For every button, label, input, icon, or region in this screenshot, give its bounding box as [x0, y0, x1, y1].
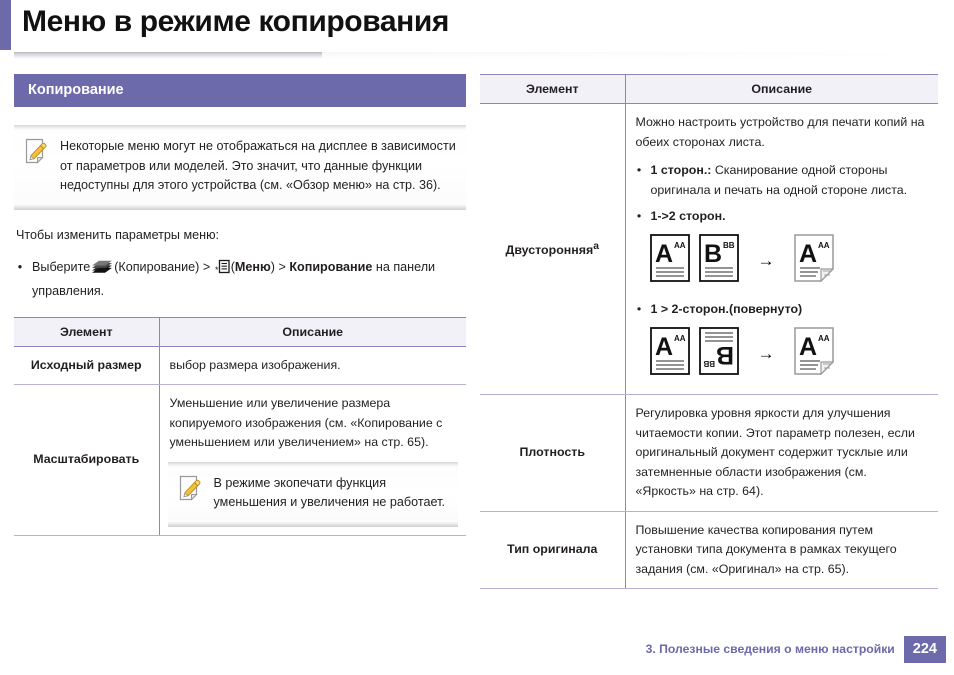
svg-text:A: A [654, 239, 673, 268]
section-heading-copy: Копирование [14, 74, 466, 107]
table-row [480, 511, 938, 589]
column-header-description: Описание [159, 317, 466, 346]
svg-text:AA: AA [673, 240, 686, 250]
duplex-bullet-1to2-bold: 1->2 сторон. [650, 209, 726, 223]
row-description-scale [159, 385, 466, 536]
page-footer [646, 636, 946, 664]
intro-bullet-row [16, 257, 466, 301]
intro-text-panel: на панели управления. [32, 259, 436, 298]
svg-text:BB: BB [722, 240, 735, 250]
duplex-diagram-1to2-rotated [650, 327, 929, 382]
row-description-original-type: Повышение качества копирования путем установки типа документа в рамках текущего задания (см. «Оригинал» на стр. 65). [625, 511, 938, 589]
page-header [0, 0, 954, 56]
bullet-dot: • [636, 209, 642, 223]
intro-text-paren-open: ( [230, 259, 235, 274]
svg-text:A: A [798, 239, 817, 268]
bullet-dot: • [636, 163, 642, 177]
duplex-bullet-1to2-rotated-bold: 1 > 2-сторон.(повернуто) [650, 302, 803, 316]
note-box-eco-mode [168, 462, 459, 527]
svg-text:A: A [798, 332, 817, 361]
duplex-bullet-1side-bold: 1 сторон.: [650, 163, 712, 177]
table-copy-settings-left [14, 317, 466, 536]
svg-text:*: * [214, 264, 219, 275]
intro-text-menu-bold: Меню [234, 259, 271, 274]
row-label-original-size: Исходный размер [14, 346, 159, 385]
table-header-row [14, 317, 466, 346]
bullet-dot: • [636, 302, 642, 316]
diagram-result-page [794, 234, 834, 289]
column-header-description: Описание [625, 75, 938, 104]
row-label-density: Плотность [480, 395, 625, 512]
svg-text:A: A [654, 332, 673, 361]
menu-list-icon [215, 264, 230, 278]
row-label-original-type: Тип оригинала [480, 511, 625, 589]
diagram-result-page [794, 327, 834, 382]
table-row [14, 346, 466, 385]
svg-text:AA: AA [673, 333, 686, 343]
intro-text-paren-close: ) > [270, 259, 286, 274]
note-box-menu-availability [14, 125, 466, 210]
copy-stack-icon [91, 264, 113, 278]
intro-bullet-body [32, 257, 466, 301]
intro-text-copy-label: (Копирование) > [114, 259, 211, 274]
row-label-duplex-text: Двусторонняя [505, 243, 594, 258]
page-number-badge: 224 [904, 636, 946, 664]
svg-text:AA: AA [817, 240, 830, 250]
duplex-bullet-1side [636, 161, 929, 200]
intro-instruction: Чтобы изменить параметры меню: [16, 227, 220, 242]
left-column [14, 74, 466, 589]
header-accent-bar [0, 0, 11, 50]
note-pencil-icon [24, 138, 50, 166]
table-row [14, 385, 466, 536]
page-title: Меню в режиме копирования [22, 5, 450, 38]
diagram-page-a [650, 234, 690, 289]
column-header-element: Элемент [14, 317, 159, 346]
duplex-intro-text: Можно настроить устройство для печати копий на обеих сторонах листа. [635, 115, 925, 149]
right-column [480, 74, 938, 589]
duplex-bullet-1side-rest: Сканирование одной стороны оригинала и печать на одной стороне листа. [650, 163, 908, 197]
intro-text-copy-bold: Копирование [289, 259, 373, 274]
svg-text:AA: AA [817, 333, 830, 343]
table-row [480, 395, 938, 512]
note-text-menu-availability: Некоторые меню могут не отображаться на дисплее в зависимости от параметров или моделей. Это значит, что данные функции недоступны для этого устройства (см. «Обзор меню» на стр. 36). [60, 139, 456, 192]
note-pencil-icon [178, 475, 204, 503]
row-description-scale-text: Уменьшение или увеличение размера копируемого изображения (см. «Копирование с уменьшением или увеличением» на стр. 65). [169, 396, 443, 449]
column-header-element: Элемент [480, 75, 625, 104]
duplex-bullet-1to2-rotated [636, 300, 929, 320]
table-copy-settings-right [480, 74, 938, 589]
intro-text-select: Выберите [32, 259, 91, 274]
svg-text:BB: BB [702, 358, 715, 368]
row-label-duplex-footnote: a [593, 241, 599, 253]
content-columns [0, 56, 954, 589]
table-row [480, 104, 938, 395]
header-divider [14, 52, 946, 59]
diagram-arrow: → [757, 344, 775, 364]
row-label-scale: Масштабировать [14, 385, 159, 536]
row-description-original-size: выбор размера изображения. [159, 346, 466, 385]
diagram-page-a [650, 327, 690, 382]
row-label-duplex [480, 104, 625, 395]
diagram-page-b [699, 234, 739, 289]
diagram-page-b-rotated [699, 327, 739, 382]
duplex-bullet-1to2 [636, 207, 929, 227]
duplex-diagram-1to2 [650, 234, 929, 289]
table-header-row [480, 75, 938, 104]
row-description-density: Регулировка уровня яркости для улучшения читаемости копии. Этот параметр полезен, если оригинальный документ содержит тусклые или затемненные области изображения (см. «Яркость» на стр. 64). [625, 395, 938, 512]
duplex-bullet-1side-body [651, 161, 929, 200]
diagram-arrow: → [757, 251, 775, 271]
svg-text:B: B [715, 340, 734, 369]
row-description-duplex [625, 104, 938, 395]
bullet-dot: • [17, 259, 23, 274]
svg-text:B: B [703, 239, 722, 268]
footer-chapter-label: 3. Полезные сведения о меню настройки [645, 642, 895, 657]
note-text-eco-mode: В режиме экопечати функция уменьшения и увеличения не работает. [213, 475, 445, 509]
